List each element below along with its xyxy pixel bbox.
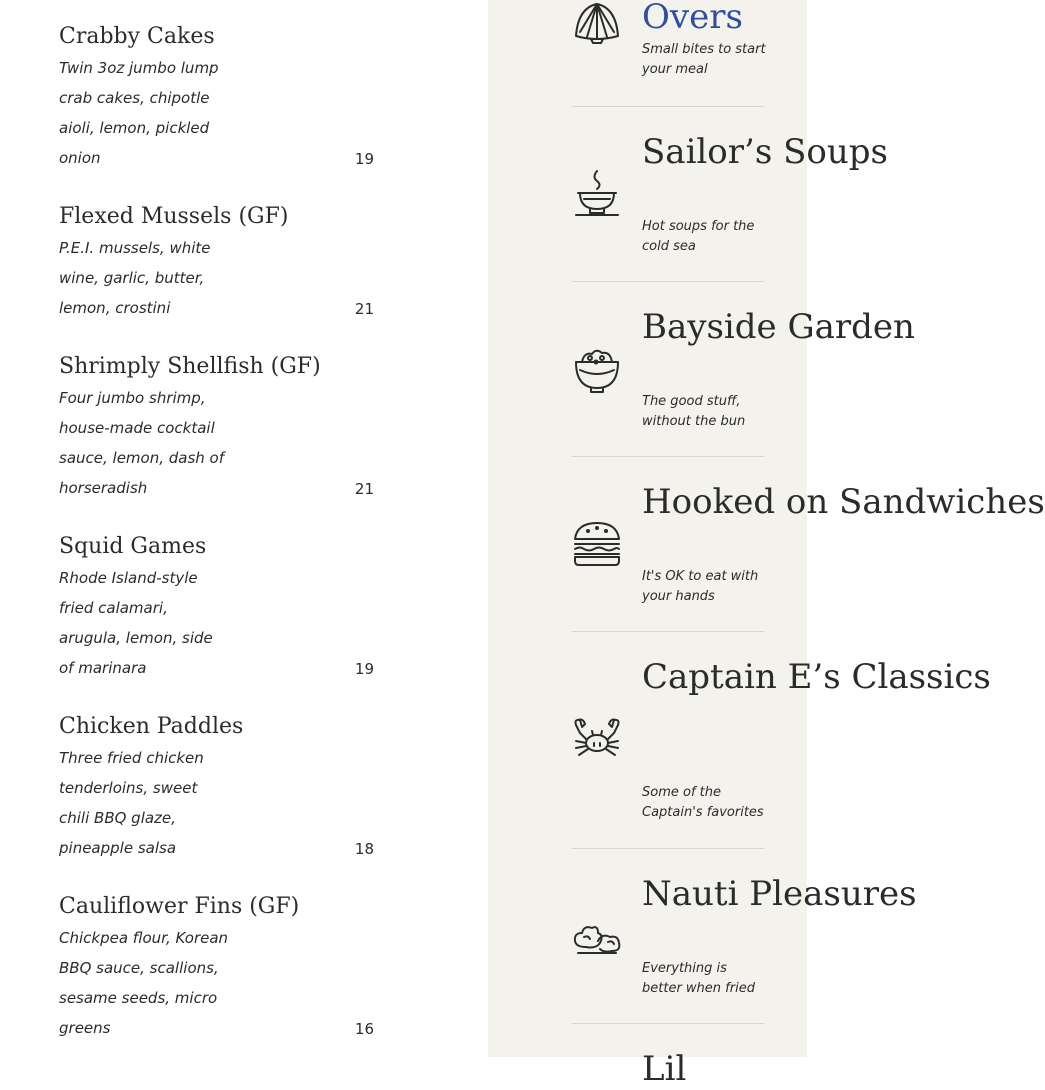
category-hooked-on-sandwiches[interactable] bbox=[572, 481, 1045, 611]
divider bbox=[572, 456, 764, 457]
menu-item-name: Squid Games bbox=[59, 534, 207, 559]
burger-icon bbox=[572, 519, 622, 569]
menu-item bbox=[59, 201, 379, 323]
menu-item bbox=[59, 531, 379, 683]
category-sailors-soups[interactable] bbox=[572, 131, 888, 261]
category-captain-es-classics[interactable] bbox=[572, 656, 991, 828]
category-bayside-garden[interactable] bbox=[572, 306, 915, 436]
category-title: Hooked on Sandwiches bbox=[642, 482, 1045, 522]
menu-item-price: 16 bbox=[354, 1020, 374, 1038]
divider bbox=[572, 106, 764, 107]
category-subtitle: Some of the Captain's favorites bbox=[642, 785, 764, 820]
category-lil[interactable] bbox=[572, 1048, 807, 1088]
category-subtitle: Hot soups for the cold sea bbox=[642, 219, 755, 254]
salad-bowl-icon bbox=[572, 344, 622, 394]
menu-item-name: Flexed Mussels (GF) bbox=[59, 204, 289, 229]
menu-items-panel bbox=[0, 0, 488, 1057]
menu-item-description: Rhode Island-style fried calamari, arugula, lemon, side of marinara bbox=[59, 569, 213, 677]
category-title: Nauti Pleasures bbox=[642, 874, 917, 914]
category-title: Bayside Garden bbox=[642, 307, 915, 347]
menu-item-name: Shrimply Shellfish (GF) bbox=[59, 354, 321, 379]
soup-bowl-icon bbox=[572, 169, 622, 219]
menu-item-name: Chicken Paddles bbox=[59, 714, 244, 739]
menu-item-name: Crabby Cakes bbox=[59, 24, 215, 49]
fried-food-icon bbox=[572, 911, 622, 961]
category-title: Overs bbox=[642, 0, 743, 37]
menu-item bbox=[59, 891, 379, 1043]
menu-item-price: 19 bbox=[354, 150, 374, 168]
menu-item-price: 18 bbox=[354, 840, 374, 858]
divider bbox=[572, 281, 764, 282]
menu-item-description: P.E.I. mussels, white wine, garlic, butter, lemon, crostini bbox=[59, 239, 211, 317]
menu-item-price: 19 bbox=[354, 660, 374, 678]
category-sidebar bbox=[488, 0, 1045, 1089]
menu-item-description: Four jumbo shrimp, house-made cocktail sauce, lemon, dash of horseradish bbox=[59, 389, 225, 497]
divider bbox=[572, 631, 764, 632]
divider bbox=[572, 1023, 764, 1024]
category-subtitle: The good stuff, without the bun bbox=[642, 394, 746, 429]
divider bbox=[572, 848, 764, 849]
category-title: Captain E’s Classics bbox=[642, 657, 991, 697]
menu-item bbox=[59, 351, 379, 503]
menu-item-price: 21 bbox=[354, 300, 374, 318]
category-title: Lil bbox=[642, 1049, 687, 1089]
menu-item bbox=[59, 711, 379, 863]
shell-icon bbox=[572, 0, 622, 48]
category-overs[interactable] bbox=[572, 0, 807, 96]
menu-item-description: Three fried chicken tenderloins, sweet chili BBQ glaze, pineapple salsa bbox=[59, 749, 204, 857]
category-nauti-pleasures[interactable] bbox=[572, 873, 917, 1003]
crab-icon bbox=[572, 715, 622, 765]
menu-item-description: Chickpea flour, Korean BBQ sauce, scallions, sesame seeds, micro greens bbox=[59, 929, 229, 1037]
category-subtitle: Small bites to start your meal bbox=[642, 42, 766, 77]
category-subtitle: It's OK to eat with your hands bbox=[642, 569, 759, 604]
category-title: Sailor’s Soups bbox=[642, 132, 888, 172]
menu-item-description: Twin 3oz jumbo lump crab cakes, chipotle aioli, lemon, pickled onion bbox=[59, 59, 219, 167]
menu-item bbox=[59, 21, 379, 173]
menu-item-name: Cauliflower Fins (GF) bbox=[59, 894, 300, 919]
menu-item-price: 21 bbox=[354, 480, 374, 498]
category-subtitle: Everything is better when fried bbox=[642, 961, 755, 996]
